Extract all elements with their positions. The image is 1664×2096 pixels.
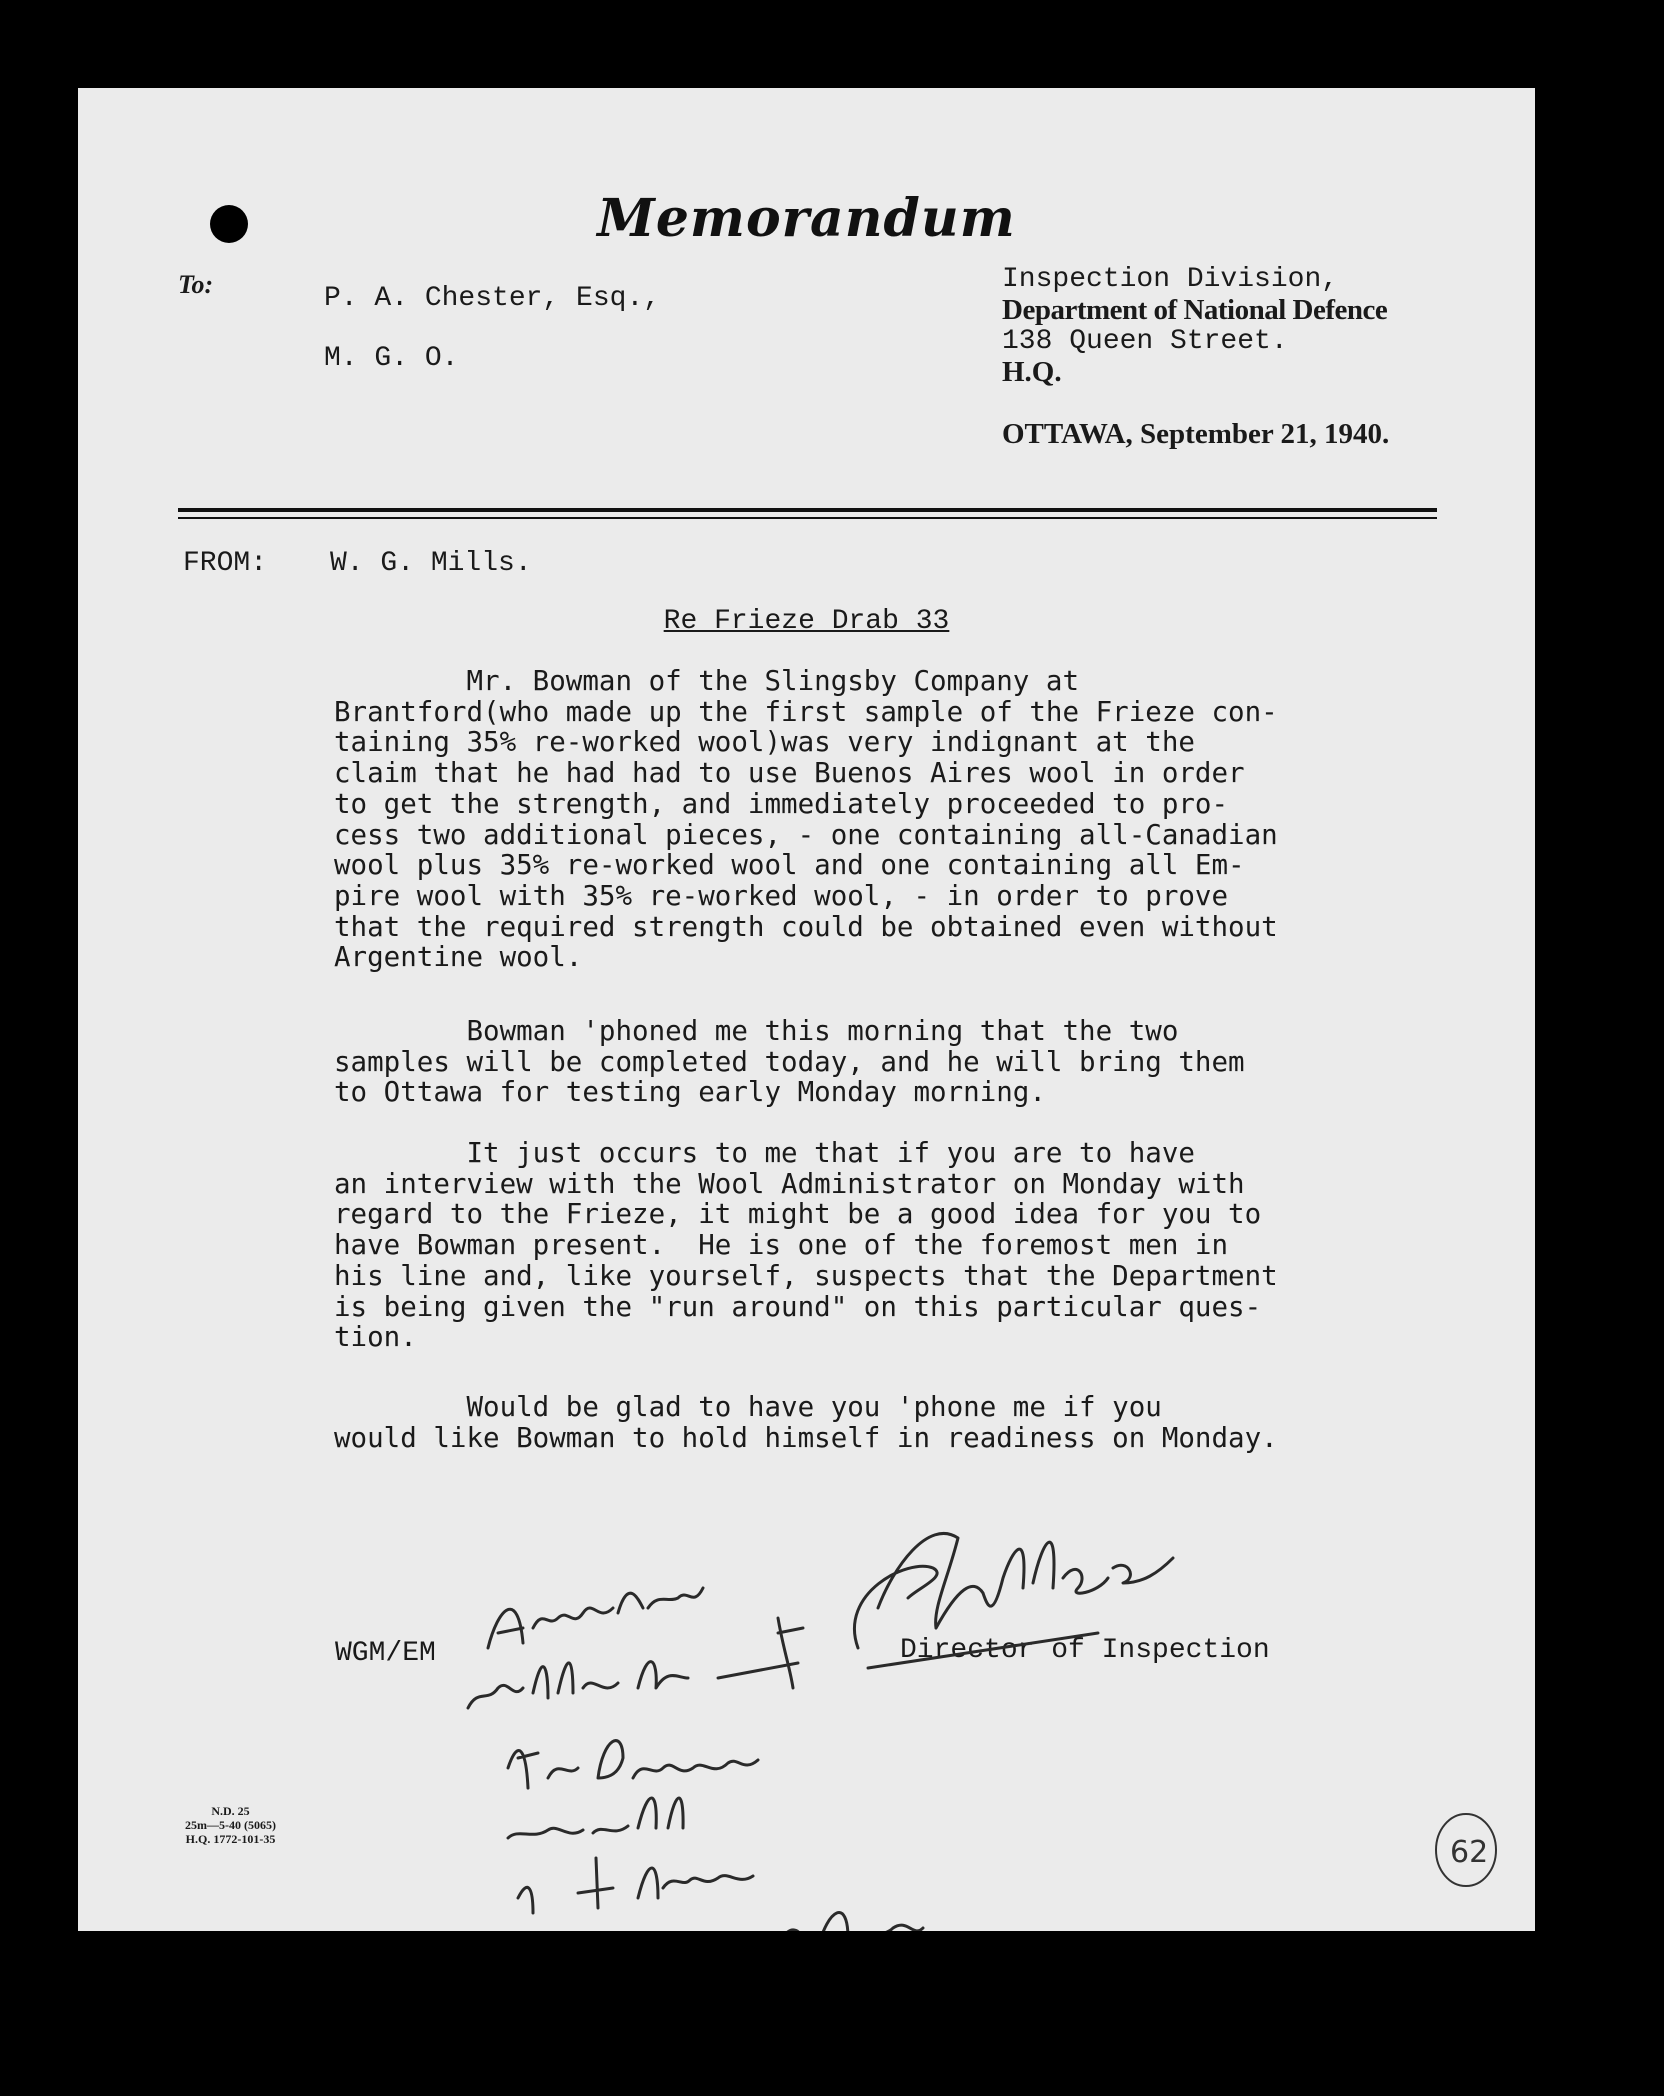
annotation-mark xyxy=(508,1798,683,1838)
memo-sheet xyxy=(78,88,1535,1931)
address-division: Inspection Division, xyxy=(1002,264,1339,295)
form-number: N.D. 25 25m—5-40 (5065) H.Q. 1772-101-35 xyxy=(185,1804,276,1846)
to-label: To: xyxy=(178,270,214,299)
recipient-name: P. A. Chester, Esq., xyxy=(324,283,661,314)
date-line: OTTAWA, September 21, 1940. xyxy=(1002,418,1390,450)
recipient-office: M. G. O. xyxy=(324,343,459,374)
signature-title: Director of Inspection xyxy=(900,1635,1270,1666)
body-paragraph-2: Bowman 'phoned me this morning that the two samples will be completed today, and he will bring them to Ottawa for testing early Monday morning. xyxy=(334,1015,1245,1109)
signature-underline xyxy=(868,1633,1098,1668)
address-street: 138 Queen Street. xyxy=(1002,326,1288,357)
body-paragraph-3: It just occurs to me that if you are to have an interview with the Wool Administrator on Monday with regard to the Frieze, it might be a good idea for you to have Bowman present. He is one of the foremost men in his line and, like yourself, suspects that the Department is being given the "run around" on this particular ques- tion. xyxy=(334,1137,1278,1354)
subject-text: Re Frieze Drab 33 xyxy=(663,606,950,637)
handwriting-layer xyxy=(78,88,1535,1931)
annotation-mark xyxy=(718,1618,803,1688)
memo-heading: Memorandum xyxy=(597,188,1016,249)
address-hq: H.Q. xyxy=(1002,356,1062,388)
annotation-mark xyxy=(488,1588,703,1648)
page-number: 62 xyxy=(1450,1835,1489,1870)
body-paragraph-4: Would be glad to have you 'phone me if you would like Bowman to hold himself in readiness on Monday. xyxy=(334,1391,1278,1454)
annotation-mark xyxy=(468,1662,688,1708)
address-department: Department of National Defence xyxy=(1002,294,1388,326)
signature-mark xyxy=(854,1533,1173,1648)
typist-initials: WGM/EM xyxy=(335,1638,436,1669)
from-label: FROM: xyxy=(183,548,268,579)
annotation-mark xyxy=(508,1741,758,1788)
body-paragraph-1: Mr. Bowman of the Slingsby Company at Brantford(who made up the first sample of the Frieze con- taining 35% re-worked wool)was very indignant at the claim that he had had to use Buenos Aires wool in order to get the strength, and immediately proceeded to pro- cess two additional pieces, - one containing all-Canadian wool plus 35% re-worked wool and one containing all Em- pire wool with 35% re-worked wool, - in order to prove that the required strength could be obtained even without Argentine wool. xyxy=(334,665,1278,974)
annotation-mark xyxy=(518,1858,753,1913)
annotation-mark xyxy=(618,1913,923,1931)
from-name: W. G. Mills. xyxy=(330,548,532,579)
